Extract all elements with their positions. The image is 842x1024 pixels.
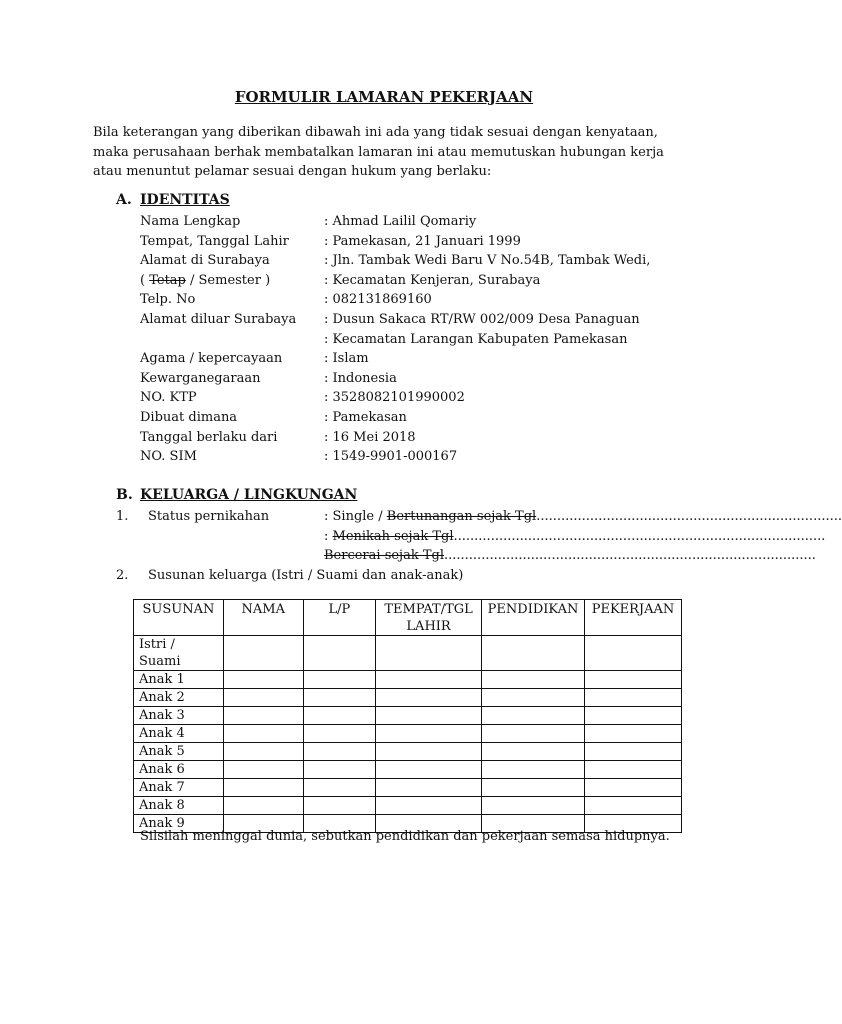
table-cell[interactable]	[482, 743, 585, 761]
field-label: Nama Lengkap	[140, 214, 241, 229]
field-value: : Jln. Tambak Wedi Baru V No.54B, Tambak Wedi,	[324, 253, 651, 269]
table-row	[134, 779, 682, 797]
table-cell[interactable]	[482, 797, 585, 815]
row-label: Anak 8	[134, 797, 224, 815]
section-b-heading	[116, 487, 358, 503]
row-label: Anak 7	[134, 779, 224, 797]
field-row	[140, 388, 700, 408]
table-cell[interactable]	[585, 797, 682, 815]
section-b-title: KELUARGA / LINGKUNGAN	[140, 487, 358, 503]
table-cell[interactable]	[303, 779, 376, 797]
table-cell[interactable]	[585, 761, 682, 779]
table-row	[134, 689, 682, 707]
struck-option: Menikah sejak Tgl	[332, 528, 454, 544]
marital-option	[324, 527, 826, 547]
table-cell[interactable]	[376, 761, 482, 779]
section-b-letter: B.	[116, 487, 133, 503]
label-prefix: (	[140, 272, 150, 288]
field-label: Tempat, Tanggal Lahir	[140, 233, 289, 249]
table-cell[interactable]	[585, 779, 682, 797]
intro-paragraph	[93, 123, 693, 182]
table-cell[interactable]	[585, 707, 682, 725]
table-cell[interactable]	[585, 689, 682, 707]
dotted-blank: ..........................................................................................	[453, 528, 826, 544]
row-label: Anak 2	[134, 689, 224, 707]
row-label: Anak 5	[134, 743, 224, 761]
struck-option: Bercerai sejak Tgl	[324, 548, 444, 564]
table-cell[interactable]	[303, 707, 376, 725]
table-cell[interactable]	[376, 743, 482, 761]
table-cell[interactable]	[376, 689, 482, 707]
table-cell[interactable]	[223, 689, 303, 707]
intro-line: Bila keterangan yang diberikan dibawah ini ada yang tidak sesuai dengan kenyataan,	[93, 125, 658, 140]
field-label: NO. SIM	[140, 449, 197, 465]
field-label: Dibuat dimana	[140, 410, 238, 425]
column-header: L/P	[303, 600, 376, 636]
family-composition-label: Susunan keluarga (Istri / Suami dan anak-anak)	[148, 568, 464, 583]
column-header: TEMPAT/TGL LAHIR	[376, 600, 482, 636]
row-label: Anak 1	[134, 671, 224, 689]
column-header: PENDIDIKAN	[482, 600, 585, 636]
field-label: Telp. No	[140, 292, 196, 308]
table-cell[interactable]	[223, 671, 303, 689]
table-header-row	[134, 600, 682, 636]
field-row	[140, 251, 700, 271]
field-row	[140, 271, 700, 291]
field-value: : Indonesia	[324, 370, 397, 386]
field-label: Agama / kepercayaan	[140, 351, 283, 367]
marital-option	[324, 546, 816, 566]
option-prefix: :	[324, 528, 333, 544]
marital-status-label: Status pernikahan	[148, 509, 270, 524]
table-cell[interactable]	[585, 743, 682, 761]
field-label: Tanggal berlaku dari	[140, 429, 278, 445]
table-cell[interactable]	[303, 761, 376, 779]
table-row	[134, 725, 682, 743]
table-cell[interactable]	[223, 779, 303, 797]
table-cell[interactable]	[585, 671, 682, 689]
row-label: Istri / Suami	[134, 636, 224, 671]
intro-line: maka perusahaan berhak membatalkan lamaran ini atau memutuskan hubungan kerja	[93, 144, 664, 160]
field-label	[140, 271, 270, 291]
table-row	[134, 707, 682, 725]
table-cell[interactable]	[223, 725, 303, 743]
table-cell[interactable]	[376, 797, 482, 815]
option-prefix: : Single /	[324, 509, 387, 524]
table-cell[interactable]	[223, 743, 303, 761]
dotted-blank: ..........................................................................................	[444, 548, 816, 564]
table-cell[interactable]	[482, 707, 585, 725]
table-cell[interactable]	[303, 636, 376, 671]
table-cell[interactable]	[376, 707, 482, 725]
table-cell[interactable]	[482, 636, 585, 671]
table-cell[interactable]	[303, 797, 376, 815]
field-value: : 082131869160	[324, 292, 432, 308]
field-value: : 3528082101990002	[324, 390, 465, 406]
column-header: PEKERJAAN	[585, 600, 682, 636]
field-label: Alamat diluar Surabaya	[140, 312, 297, 327]
table-cell[interactable]	[303, 743, 376, 761]
field-row	[140, 447, 700, 467]
field-value: : 1549-9901-000167	[324, 449, 458, 465]
field-label: Kewarganegaraan	[140, 370, 261, 386]
row-label: Anak 9	[134, 815, 224, 833]
table-cell[interactable]	[482, 671, 585, 689]
table-cell[interactable]	[303, 689, 376, 707]
field-label: Alamat di Surabaya	[140, 253, 270, 269]
page-title: FORMULIR LAMARAN PEKERJAAN	[234, 88, 534, 106]
row-label: Anak 4	[134, 725, 224, 743]
field-row	[140, 428, 700, 448]
field-value: : Pamekasan	[324, 410, 407, 425]
row-label: Anak 3	[134, 707, 224, 725]
table-cell[interactable]	[376, 779, 482, 797]
field-value: : Islam	[324, 351, 369, 367]
intro-line: atau menuntut pelamar sesuai dengan hukum yang berlaku:	[93, 164, 492, 180]
field-value: : Pamekasan, 21 Januari 1999	[324, 233, 521, 249]
field-label: NO. KTP	[140, 390, 197, 406]
table-row	[134, 636, 682, 671]
table-row	[134, 761, 682, 779]
table-row	[134, 671, 682, 689]
row-label: Anak 6	[134, 761, 224, 779]
table-row	[134, 743, 682, 761]
table-footnote: Silsilah meninggal dunia, sebutkan pendidikan dan pekerjaan semasa hidupnya.	[140, 829, 670, 844]
table-cell[interactable]	[482, 689, 585, 707]
field-value: : Kecamatan Larangan Kabupaten Pamekasan	[324, 331, 628, 347]
table-cell[interactable]	[482, 761, 585, 779]
table-cell[interactable]	[482, 725, 585, 743]
label-suffix: / Semester )	[185, 272, 271, 288]
item-number: 2.	[116, 568, 129, 583]
field-row	[140, 349, 700, 369]
table-cell[interactable]	[482, 779, 585, 797]
table-cell[interactable]	[585, 725, 682, 743]
table-cell[interactable]	[303, 725, 376, 743]
dotted-blank: ..........................................................................	[536, 509, 842, 524]
column-header: NAMA	[223, 600, 303, 636]
table-cell[interactable]	[376, 671, 482, 689]
field-value: : Kecamatan Kenjeran, Surabaya	[324, 272, 541, 288]
field-row	[140, 232, 700, 252]
table-cell[interactable]	[585, 636, 682, 671]
section-a-heading	[116, 192, 230, 208]
item-number: 1.	[116, 509, 129, 524]
field-value: : Ahmad Lailil Qomariy	[324, 214, 477, 229]
family-table	[133, 599, 682, 833]
field-value: : 16 Mei 2018	[324, 429, 416, 445]
table-cell[interactable]	[223, 707, 303, 725]
struck-option: Bertunangan sejak Tgl	[386, 509, 537, 524]
section-a-letter: A.	[116, 192, 132, 208]
struck-option: Tetap	[149, 272, 186, 288]
field-row	[140, 212, 700, 232]
field-row	[140, 408, 700, 428]
marital-option	[324, 507, 842, 527]
table-cell[interactable]	[376, 725, 482, 743]
table-cell[interactable]	[303, 671, 376, 689]
field-row	[140, 330, 700, 350]
field-row	[140, 310, 700, 330]
field-value: : Dusun Sakaca RT/RW 002/009 Desa Panaguan	[324, 312, 640, 327]
section-a-title: IDENTITAS	[140, 192, 230, 208]
table-cell[interactable]	[223, 636, 303, 671]
column-header: SUSUNAN	[134, 600, 224, 636]
table-row	[134, 797, 682, 815]
table-cell[interactable]	[223, 761, 303, 779]
table-cell[interactable]	[376, 636, 482, 671]
field-row	[140, 290, 700, 310]
table-cell[interactable]	[223, 797, 303, 815]
field-row	[140, 369, 700, 389]
